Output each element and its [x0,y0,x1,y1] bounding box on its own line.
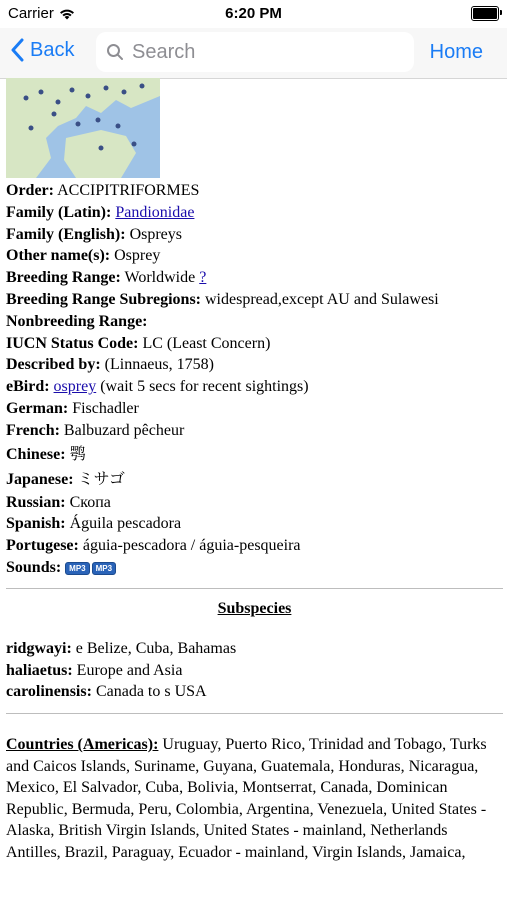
subspecies-list [6,638,503,703]
family-latin-row: Family (Latin): Pandionidae [6,203,195,221]
divider [6,588,503,589]
spanish-row: Spanish: Águila pescadora [6,515,182,533]
chevron-left-icon [10,38,24,62]
breeding-range-help-link[interactable]: ? [199,269,207,287]
mp3-button-2[interactable]: MP3 [92,562,116,575]
breeding-subregions-row: Breeding Range Subregions: widespread,except AU and Sulawesi [6,290,439,308]
species-info [6,180,503,579]
described-by-row: Described by: (Linnaeus, 1758) [6,356,214,374]
range-map[interactable] [6,78,160,178]
german-row: German: Fischadler [6,399,139,417]
carrier-label: Carrier [8,5,54,22]
search-placeholder: Search [132,40,196,63]
back-button[interactable] [10,38,74,62]
countries-section [6,734,503,863]
subspecies-title: Subspecies [217,599,292,617]
battery-icon [471,6,499,21]
countries-text: Uruguay, Puerto Rico, Trinidad and Tobago, Turks and Caicos Islands, Suriname, Guyana, Guatemala, Honduras, Nicaragua, Mexico, El Salvador, Cuba, Bolivia, Montserrat, Canada, Dominican Republic, Bermuda, Peru, Colombia, Argentina, Venezuela, United States - Alaska, British Virgin Islands, United States - mainland, Netherlands Antilles, Brazil, Paraguay, Ecuador - mainland, Virgin Islands, Jamaica, [6,736,487,861]
divider [6,713,503,714]
other-names-row: Other name(s): Osprey [6,247,161,265]
russian-row: Russian: Скопа [6,493,111,511]
chinese-row: Chinese: 鹗 [6,445,86,463]
list-item: ridgwayi: e Belize, Cuba, Bahamas [6,639,237,657]
back-label: Back [30,38,75,61]
french-row: French: Balbuzard pêcheur [6,421,185,439]
home-button[interactable]: Home [429,41,483,63]
ebird-row: eBird: osprey (wait 5 secs for recent sightings) [6,378,309,396]
nonbreeding-range-row: Nonbreeding Range: [6,312,148,330]
order-row: Order: ACCIPITRIFORMES [6,182,200,199]
list-item: haliaetus: Europe and Asia [6,661,183,679]
portugese-row: Portugese: águia-pescadora / águia-pesqueira [6,537,301,555]
family-english-row: Family (English): Ospreys [6,225,182,243]
search-input[interactable] [96,32,414,72]
list-item: carolinensis: Canada to s USA [6,683,207,701]
ebird-link[interactable]: osprey [53,378,97,396]
mp3-button-1[interactable]: MP3 [65,562,89,575]
countries-label: Countries (Americas): [6,736,159,754]
species-content [6,78,503,863]
range-map-image [6,78,160,178]
navigation-bar [0,28,507,79]
family-latin-link[interactable]: Pandionidae [115,203,195,221]
search-icon [106,43,124,61]
japanese-row: Japanese: ミサゴ [6,470,125,488]
iucn-row: IUCN Status Code: LC (Least Concern) [6,334,271,352]
breeding-range-row: Breeding Range: Worldwide ? [6,269,207,287]
status-time: 6:20 PM [225,5,282,22]
status-bar [0,0,507,28]
sounds-row: Sounds: MP3 MP3 [6,557,503,579]
